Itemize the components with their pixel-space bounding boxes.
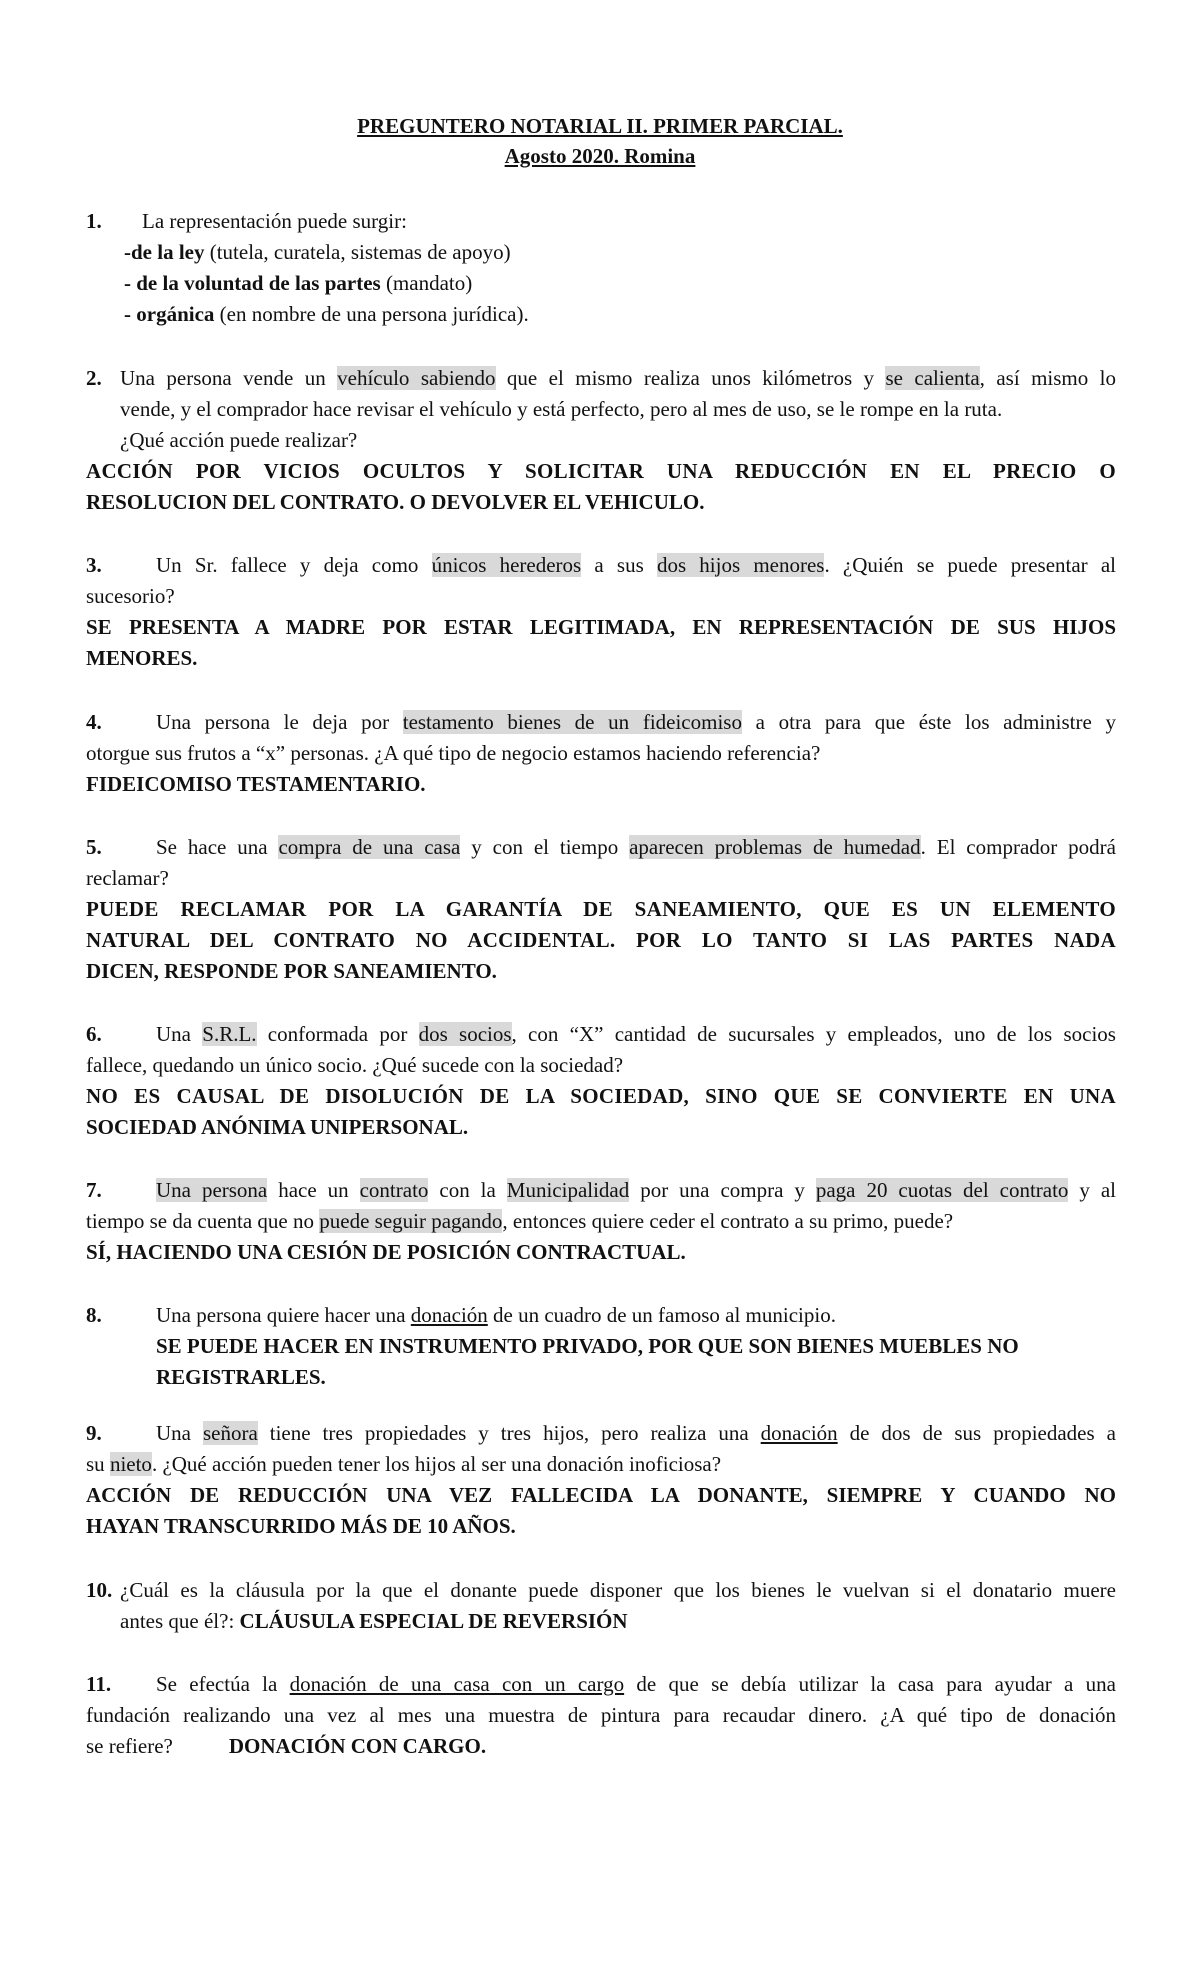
question-number: 10. xyxy=(86,1578,113,1602)
highlight: compra de una casa xyxy=(278,835,461,859)
question-4: 4. Una persona le deja por testamento bienes de un fideicomiso a otra para que éste los administre y xyxy=(86,710,1116,734)
highlight: puede seguir pagando xyxy=(319,1209,503,1233)
q1-item-2: - de la voluntad de las partes (mandato) xyxy=(124,271,473,295)
q2-answer-line-2: RESOLUCION DEL CONTRATO. O DEVOLVER EL VEHICULO. xyxy=(86,490,705,514)
q7-answer-line-1: SÍ, HACIENDO UNA CESIÓN DE POSICIÓN CONTRACTUAL. xyxy=(86,1240,686,1264)
document-title: PREGUNTERO NOTARIAL II. PRIMER PARCIAL. xyxy=(357,114,843,138)
q11-line-2: fundación realizando una vez al mes una muestra de pintura para recaudar dinero. ¿A qué tipo de donación xyxy=(86,1703,1116,1727)
highlight: contrato xyxy=(359,1178,429,1202)
q4-answer-line-1: FIDEICOMISO TESTAMENTARIO. xyxy=(86,772,426,796)
question-5: 5. Se hace una compra de una casa y con el tiempo aparecen problemas de humedad. El comprador podrá xyxy=(86,835,1116,859)
q6-answer-line-1: NO ES CAUSAL DE DISOLUCIÓN DE LA SOCIEDAD, SINO QUE SE CONVIERTE EN UNA xyxy=(86,1084,1116,1108)
highlight: se calienta xyxy=(885,366,980,390)
question-number: 2. xyxy=(86,366,102,390)
q5-answer-line-1: PUEDE RECLAMAR POR LA GARANTÍA DE SANEAMIENTO, QUE ES UN ELEMENTO xyxy=(86,897,1116,921)
highlight: nieto xyxy=(109,1452,152,1476)
highlight: aparecen problemas de humedad xyxy=(629,835,921,859)
highlight: S.R.L. xyxy=(202,1022,257,1046)
highlight: testamento bienes de un fideicomiso xyxy=(402,710,742,734)
q5-line-2: reclamar? xyxy=(86,866,169,890)
answer-text: DONACIÓN CON CARGO. xyxy=(228,1734,487,1758)
q11-line-3: se refiere? DONACIÓN CON CARGO. xyxy=(86,1734,487,1758)
question-10: 10. ¿Cuál es la cláusula por la que el donante puede disponer que los bienes le vuelvan si el donatario muere xyxy=(86,1578,1116,1602)
highlight: dos hijos menores xyxy=(656,553,825,577)
highlight: dos socios xyxy=(418,1022,512,1046)
q8-answer-line-2: REGISTRARLES. xyxy=(156,1365,326,1389)
question-number: 3. xyxy=(86,553,102,577)
question-number: 1. xyxy=(86,209,102,233)
q9-answer-line-1: ACCIÓN DE REDUCCIÓN UNA VEZ FALLECIDA LA DONANTE, SIEMPRE Y CUANDO NO xyxy=(86,1483,1116,1507)
highlight: Municipalidad xyxy=(506,1178,630,1202)
underlined-text: donación xyxy=(760,1421,838,1445)
highlight: únicos herederos xyxy=(431,553,582,577)
q5-answer-line-3: DICEN, RESPONDE POR SANEAMIENTO. xyxy=(86,959,497,983)
q2-answer-line-1: ACCIÓN POR VICIOS OCULTOS Y SOLICITAR UNA REDUCCIÓN EN EL PRECIO O xyxy=(86,459,1116,483)
question-number: 7. xyxy=(86,1178,102,1202)
q9-answer-line-2: HAYAN TRANSCURRIDO MÁS DE 10 AÑOS. xyxy=(86,1514,516,1538)
highlight: vehículo sabiendo xyxy=(337,366,496,390)
underlined-text: donación xyxy=(410,1303,488,1327)
q3-answer-line-1: SE PRESENTA A MADRE POR ESTAR LEGITIMADA, EN REPRESENTACIÓN DE SUS HIJOS xyxy=(86,615,1116,639)
question-1: 1. La representación puede surgir: xyxy=(86,209,407,233)
q1-item-3: - orgánica (en nombre de una persona jurídica). xyxy=(124,302,529,326)
question-7: 7. Una persona hace un contrato con la Municipalidad por una compra y paga 20 cuotas del contrato y al xyxy=(86,1178,1117,1202)
q3-answer-line-2: MENORES. xyxy=(86,646,198,670)
question-number: 8. xyxy=(86,1303,102,1327)
question-3: 3. Un Sr. fallece y deja como únicos herederos a sus dos hijos menores. ¿Quién se puede presentar al xyxy=(86,553,1117,577)
question-number: 9. xyxy=(86,1421,102,1445)
q7-line-2: tiempo se da cuenta que no puede seguir pagando, entonces quiere ceder el contrato a su primo, puede? xyxy=(86,1209,954,1233)
underlined-text: donación de una casa con un cargo xyxy=(289,1672,625,1696)
q4-line-2: otorgue sus frutos a “x” personas. ¿A qué tipo de negocio estamos haciendo referencia? xyxy=(86,741,821,765)
q10-line-2: antes que él?: CLÁUSULA ESPECIAL DE REVERSIÓN xyxy=(120,1609,628,1633)
question-number: 4. xyxy=(86,710,102,734)
q2-line-2: vende, y el comprador hace revisar el vehículo y está perfecto, pero al mes de uso, se le rompe en la ruta. xyxy=(120,397,1003,421)
q9-line-2: su nieto. ¿Qué acción pueden tener los hijos al ser una donación inoficiosa? xyxy=(86,1452,722,1476)
question-number: 6. xyxy=(86,1022,102,1046)
document-subtitle: Agosto 2020. Romina xyxy=(504,144,696,168)
q5-answer-line-2: NATURAL DEL CONTRATO NO ACCIDENTAL. POR LO TANTO SI LAS PARTES NADA xyxy=(86,928,1116,952)
highlight: paga 20 cuotas del contrato xyxy=(815,1178,1069,1202)
question-number: 5. xyxy=(86,835,102,859)
q6-answer-line-2: SOCIEDAD ANÓNIMA UNIPERSONAL. xyxy=(86,1115,469,1139)
answer-text: CLÁUSULA ESPECIAL DE REVERSIÓN xyxy=(239,1609,628,1633)
q3-line-2: sucesorio? xyxy=(86,584,175,608)
q6-line-2: fallece, quedando un único socio. ¿Qué sucede con la sociedad? xyxy=(86,1053,624,1077)
question-9: 9. Una señora tiene tres propiedades y tres hijos, pero realiza una donación de dos de sus propiedades a xyxy=(86,1421,1116,1445)
question-8: 8. Una persona quiere hacer una donación de un cuadro de un famoso al municipio. xyxy=(86,1303,836,1327)
question-6: 6. Una S.R.L. conformada por dos socios, con “X” cantidad de sucursales y empleados, uno de los socios xyxy=(86,1022,1116,1046)
question-2: 2. Una persona vende un vehículo sabiendo que el mismo realiza unos kilómetros y se calienta, así mismo lo xyxy=(86,366,1117,390)
highlight: Una persona xyxy=(156,1178,268,1202)
q8-answer-line-1: SE PUEDE HACER EN INSTRUMENTO PRIVADO, POR QUE SON BIENES MUEBLES NO xyxy=(156,1334,1019,1358)
q2-line-3: ¿Qué acción puede realizar? xyxy=(120,428,358,452)
highlight: señora xyxy=(202,1421,258,1445)
question-11: 11. Se efectúa la donación de una casa con un cargo de que se debía utilizar la casa para ayudar a una xyxy=(86,1672,1116,1696)
q1-item-1: -de la ley (tutela, curatela, sistemas de apoyo) xyxy=(124,240,511,264)
question-number: 11. xyxy=(86,1672,112,1696)
